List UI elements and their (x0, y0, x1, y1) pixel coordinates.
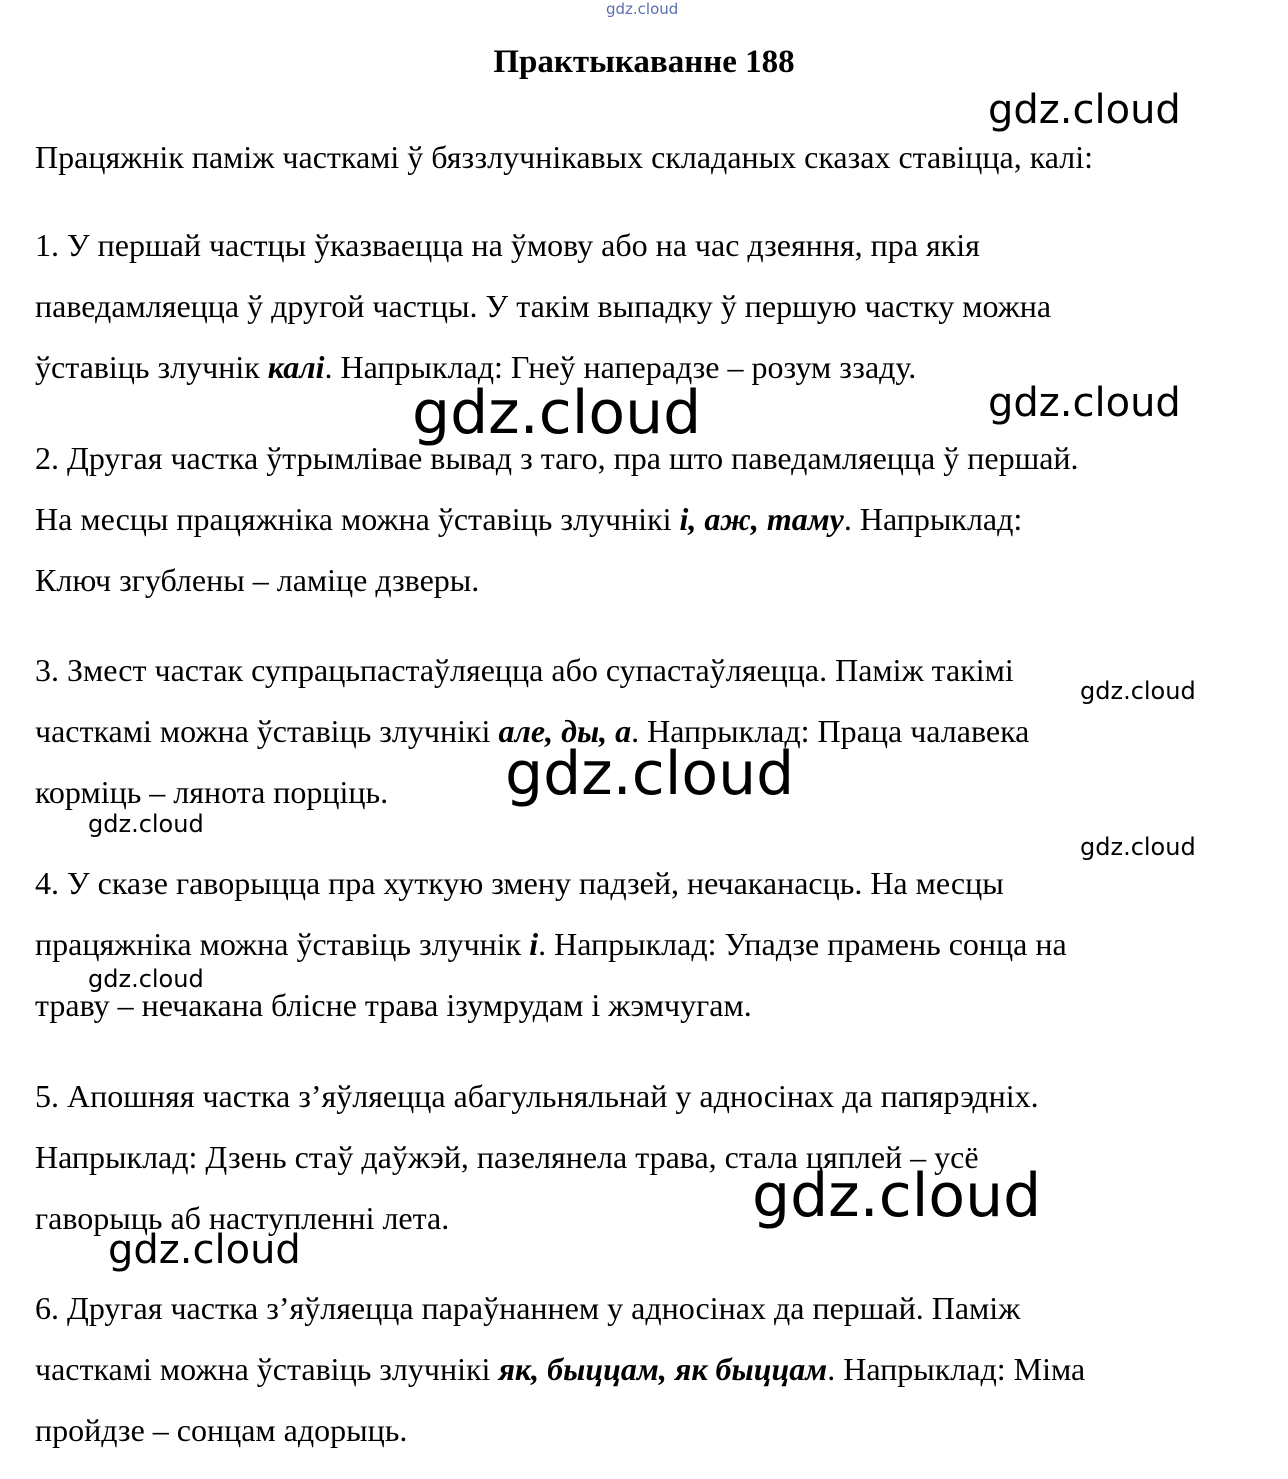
item-2-line-with-conjunction (35, 499, 1022, 539)
item-2-line: 2. Другая частка ўтрымлівае вывад з таго, пра што паведамляецца ў першай. (35, 440, 1079, 476)
watermark: gdz.cloud (606, 0, 679, 18)
item-text: На месцы працяжніка можна ўставіць злучнікі (35, 501, 680, 537)
conjunction-emphasis: як, быццам, як быццам (498, 1351, 828, 1387)
page-title: Практыкаванне 188 (493, 44, 795, 80)
item-text: . Напрыклад: Упадзе прамень сонца на (538, 926, 1067, 962)
watermark: gdz.cloud (1080, 677, 1196, 705)
item-3-line-with-conjunction (35, 711, 1029, 751)
item-text: . Напрыклад: Праца чалавека (631, 713, 1030, 749)
item-5-line: гаворыць аб наступленні лета. (35, 1200, 450, 1236)
item-text: часткамі можна ўставіць злучнікі (35, 1351, 499, 1387)
watermark: gdz.cloud (88, 965, 204, 993)
watermark: gdz.cloud (752, 1161, 1042, 1231)
item-text: . Напрыклад: (843, 501, 1023, 537)
item-text: . Напрыклад: Міма (827, 1351, 1086, 1387)
item-4-line: 4. У сказе гаворыцца пра хуткую змену падзей, нечаканасць. На месцы (35, 865, 1004, 901)
conjunction-emphasis: але, ды, а (498, 713, 632, 749)
item-3-line: 3. Змест частак супрацьпастаўляецца або супастаўляецца. Паміж такімі (35, 652, 1014, 688)
item-text: працяжніка можна ўставіць злучнік (35, 926, 530, 962)
item-6-example: пройдзе – сонцам адорыць. (35, 1412, 408, 1448)
item-6-line-with-conjunction (35, 1349, 1085, 1389)
item-3-example: корміць – лянота порціць. (35, 774, 389, 810)
watermark: gdz.cloud (412, 378, 702, 448)
watermark: gdz.cloud (988, 87, 1181, 133)
intro-text: Працяжнік паміж часткамі ў бяззлучнікавых складаных сказах ставіцца, калі: (35, 139, 1093, 175)
item-6-line: 6. Другая частка з’яўляецца параўнаннем у адносінах да першай. Паміж (35, 1290, 1021, 1326)
item-1-line: 1. У першай частцы ўказваецца на ўмову або на час дзеяння, пра якія (35, 227, 980, 263)
conjunction-emphasis: і (529, 926, 539, 962)
item-4-example: траву – нечакана блісне трава ізумрудам і жэмчугам. (35, 987, 752, 1023)
conjunction-emphasis: калі (267, 349, 325, 385)
watermark: gdz.cloud (988, 380, 1181, 426)
item-5-line: 5. Апошняя частка з’яўляецца абагульняльнай у адносінах да папярэдніх. (35, 1078, 1039, 1114)
watermark: gdz.cloud (505, 739, 795, 809)
item-2-example: Ключ згублены – ламіце дзверы. (35, 562, 480, 598)
watermark: gdz.cloud (1080, 833, 1196, 861)
watermark: gdz.cloud (88, 810, 204, 838)
item-text: ўставіць злучнік (35, 349, 268, 385)
item-1-line-with-conjunction (35, 347, 916, 387)
item-4-line-with-conjunction (35, 924, 1067, 964)
conjunction-emphasis: і, аж, таму (679, 501, 844, 537)
item-1-line: паведамляецца ў другой частцы. У такім выпадку ў першую частку можна (35, 288, 1052, 324)
item-text: часткамі можна ўставіць злучнікі (35, 713, 499, 749)
watermark: gdz.cloud (108, 1227, 301, 1273)
item-text: . Напрыклад: Гнеў наперадзе – розум ззаду. (324, 349, 917, 385)
item-5-line: Напрыклад: Дзень стаў даўжэй, пазелянела трава, стала цяплей – усё (35, 1139, 979, 1175)
